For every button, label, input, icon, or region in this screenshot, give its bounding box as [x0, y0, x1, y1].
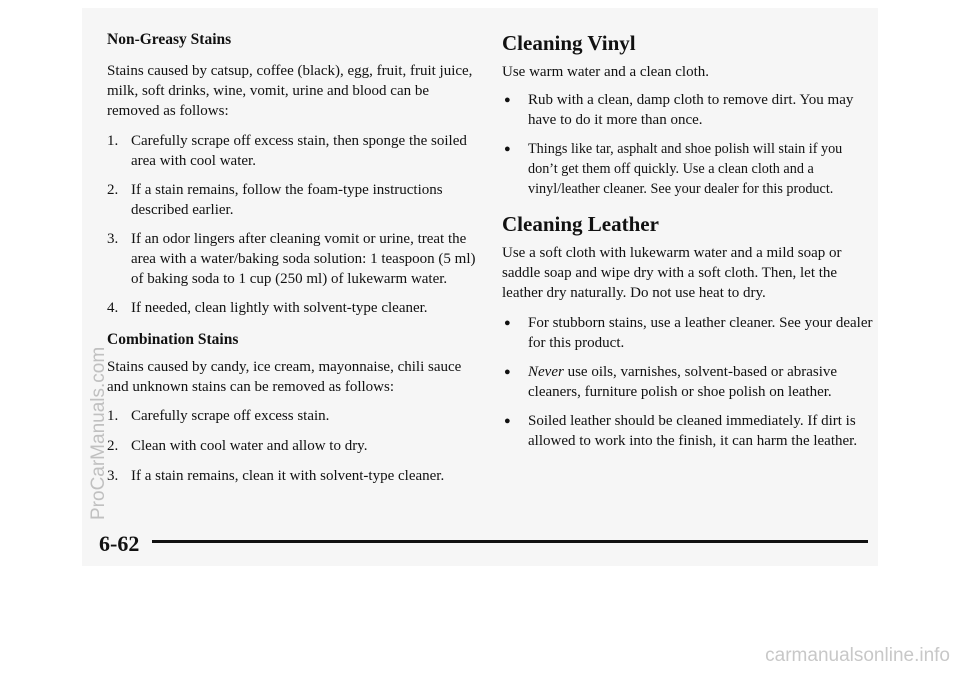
list-item: ● Soiled leather should be cleaned immediately. If dirt is allowed to work into the finish, it can harm the leather.: [504, 413, 858, 449]
corner-watermark: carmanualsonline.info: [765, 645, 950, 666]
list-item: 3. If an odor lingers after cleaning vomit or urine, treat the area with a water/baking soda solution: 1 teaspoon (5 ml) of baking soda to 1 cup (250 ml) of lukewarm water.: [107, 231, 476, 287]
paragraph-combination-intro: Stains caused by candy, ice cream, mayonnaise, chili sauce and unknown stains can be removed as follows:: [107, 359, 462, 395]
list-item: ● Never use oils, varnishes, solvent-based or abrasive cleaners, furniture polish or shoe polish on leather.: [504, 364, 838, 400]
list-item: ● For stubborn stains, use a leather cleaner. See your dealer for this product.: [504, 315, 873, 351]
list-item: 2. Clean with cool water and allow to dry.: [107, 438, 368, 454]
paragraph-leather-intro: Use a soft cloth with lukewarm water and a mild soap or saddle soap and wipe dry with a soft cloth. Then, let the leather dry naturally. Do not use heat to dry.: [502, 245, 842, 301]
non-greasy-steps: [107, 131, 477, 318]
side-watermark: ProCarManuals.com: [88, 346, 109, 520]
left-column: [107, 30, 477, 486]
section-heading-cleaning-leather: Cleaning Leather: [502, 212, 659, 236]
page-number: 6-62: [99, 531, 140, 556]
list-item: 2. If a stain remains, follow the foam-type instructions described earlier.: [107, 182, 443, 218]
bullet-icon: ●: [504, 317, 511, 329]
section-heading-cleaning-vinyl: Cleaning Vinyl: [502, 31, 636, 55]
list-item: ● Rub with a clean, damp cloth to remove dirt. You may have to do it more than once.: [504, 92, 854, 128]
paragraph-non-greasy-intro: Stains caused by catsup, coffee (black), egg, fruit, fruit juice, milk, soft drinks, wine, vomit, urine and blood can be removed as follows:: [107, 63, 473, 119]
bullet-icon: ●: [504, 94, 511, 106]
bullet-icon: ●: [504, 366, 511, 378]
manual-page: [82, 8, 878, 566]
right-column: [502, 30, 874, 451]
combination-steps: [107, 406, 477, 486]
paragraph-vinyl-intro: Use warm water and a clean cloth.: [502, 64, 709, 80]
bullet-icon: ●: [504, 143, 511, 155]
section-heading-combination: Combination Stains: [107, 331, 239, 348]
section-heading-non-greasy: Non-Greasy Stains: [107, 31, 232, 48]
footer-rule: [152, 540, 868, 543]
list-item: 4. If needed, clean lightly with solvent-type cleaner.: [107, 300, 428, 316]
list-item: ● Things like tar, asphalt and shoe polish will stain if you don’t get them off quickly. Use a clean cloth and a vinyl/leather cleaner. See your dealer for this product.: [504, 141, 843, 197]
bullet-icon: ●: [504, 415, 511, 427]
list-item: 1. Carefully scrape off excess stain, then sponge the soiled area with cool water.: [107, 133, 467, 169]
list-item: 3. If a stain remains, clean it with solvent-type cleaner.: [107, 468, 445, 484]
list-item: 1. Carefully scrape off excess stain.: [107, 408, 330, 424]
